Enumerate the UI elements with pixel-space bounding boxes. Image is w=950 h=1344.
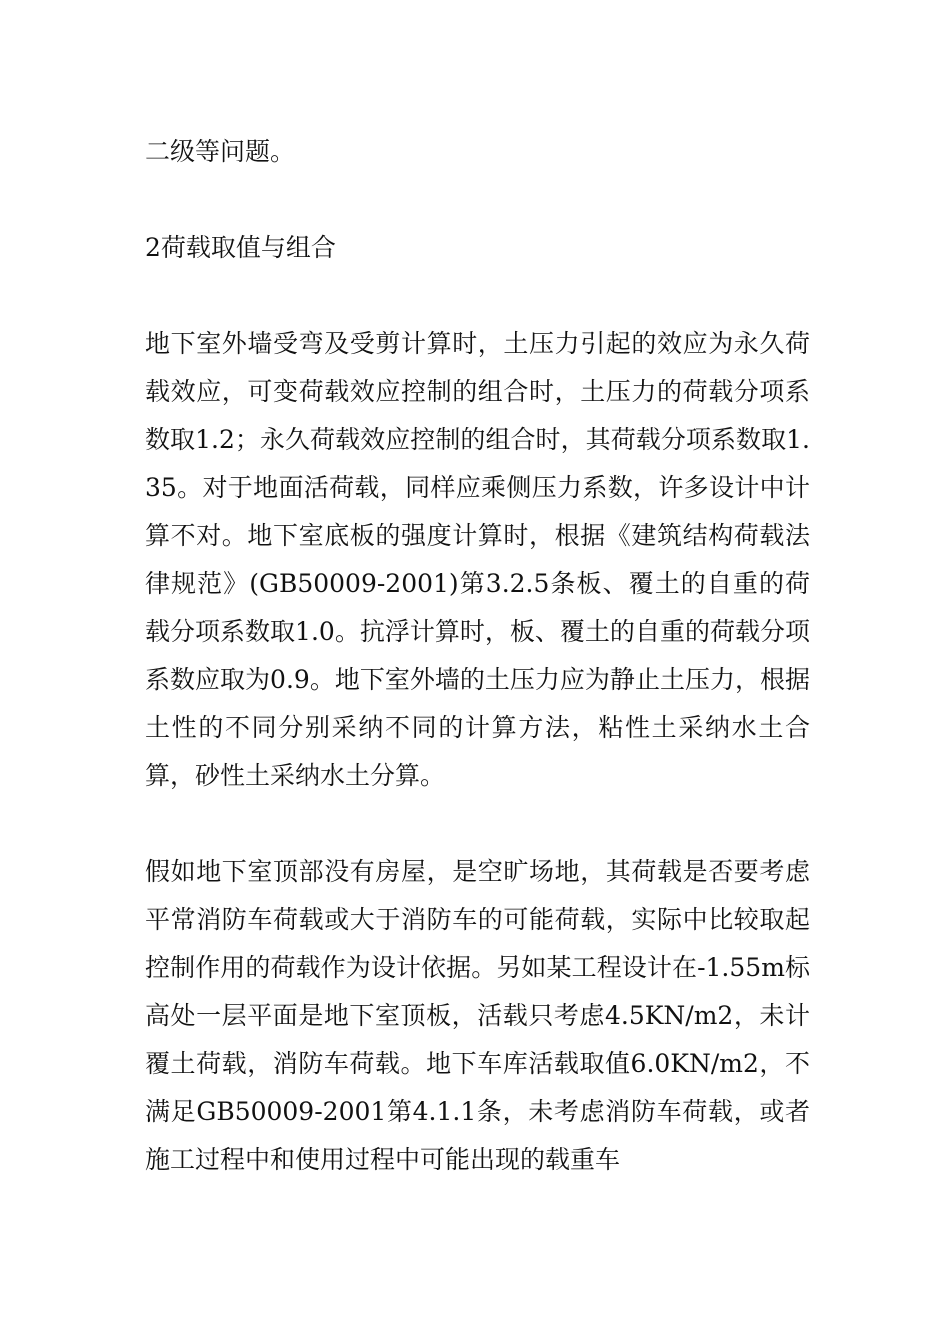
paragraph-continuation: 二级等问题。 <box>145 137 296 166</box>
document-body <box>145 128 810 1232</box>
paragraph-load-combination: 地下室外墙受弯及受剪计算时，土压力引起的效应为永久荷载效应，可变荷载效应控制的组合时，土压力的荷载分项系数取1.2；永久荷载效应控制的组合时，其荷载分项系数取1.35。对于地面活荷载，同样应乘侧压力系数，许多设计中计算不对。地下室底板的强度计算时，根据《建筑结构荷载法律规范》(GB50009-2001)第3.2.5条板、覆土的自重的荷载分项系数取1.0。抗浮计算时，板、覆土的自重的荷载分项系数应取为0.9。地下室外墙的土压力应为静止土压力，根据土性的不同分别采纳不同的计算方法，粘性土采纳水土合算，砂性土采纳水土分算。 <box>145 329 810 790</box>
section-heading: 2荷载取值与组合 <box>145 233 336 262</box>
paragraph-roof-load: 假如地下室顶部没有房屋，是空旷场地，其荷载是否要考虑平常消防车荷载或大于消防车的可能荷载，实际中比较取起控制作用的荷载作为设计依据。另如某工程设计在-1.55m标高处一层平面是地下室顶板，活载只考虑4.5KN/m2，未计覆土荷载，消防车荷载。地下车库活载取值6.0KN/m2，不满足GB50009-2001第4.1.1条，未考虑消防车荷载，或者施工过程中和使用过程中可能出现的载重车 <box>145 857 810 1174</box>
